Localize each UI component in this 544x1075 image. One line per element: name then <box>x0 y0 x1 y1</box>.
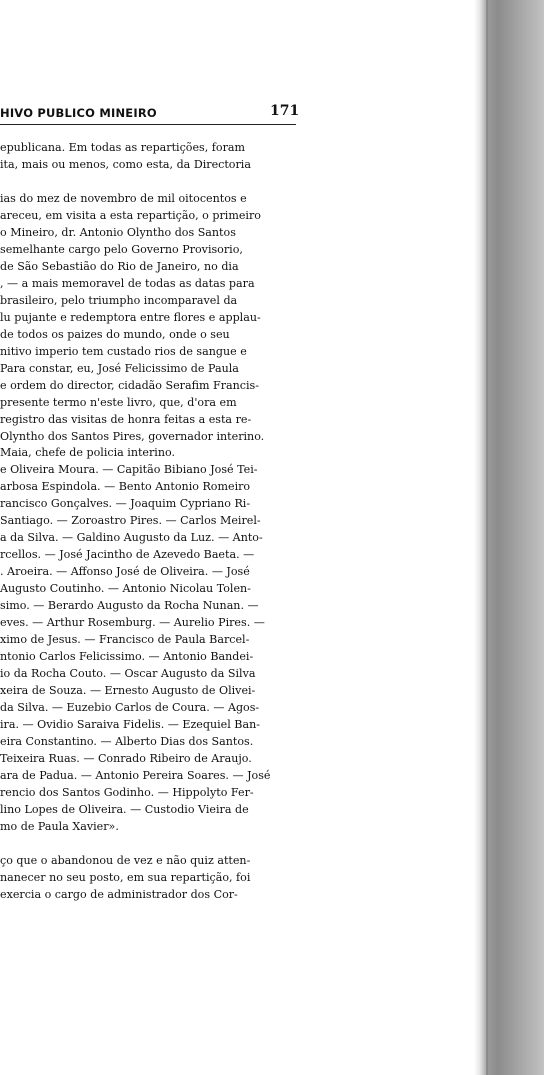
text-line: ximo de Jesus. — Francisco de Paula Barcel- <box>0 633 250 647</box>
text-line: ara de Padua. — Antonio Pereira Soares. — José <box>0 768 271 782</box>
text-line: a da Silva. — Galdino Augusto da Luz. — Anto- <box>0 531 263 545</box>
text-line: Olyntho dos Santos Pires, governador interino. <box>0 429 265 443</box>
text-line: areceu, em visita a esta repartição, o primeiro <box>0 208 261 222</box>
text-line: nitivo imperio tem custado rios de sangue e <box>0 344 247 358</box>
text-line: arbosa Espindola. — Bento Antonio Romeiro <box>0 480 251 494</box>
book-binding-shadow <box>474 0 544 1075</box>
text-line: xeira de Souza. — Ernesto Augusto de Olivei- <box>0 684 256 698</box>
text-line: io da Rocha Couto. — Oscar Augusto da Silva <box>0 667 256 681</box>
text-line: ço que o abandonou de vez e não quiz atten- <box>0 853 251 867</box>
text-line: presente termo n'este livro, que, d'ora em <box>0 395 237 409</box>
text-line: e ordem do director, cidadão Serafim Francis- <box>0 378 259 392</box>
text-line: exercia o cargo de administrador dos Cor- <box>0 887 238 901</box>
text-line: epublicana. Em todas as repartições, foram <box>0 141 246 154</box>
text-line: nanecer no seu posto, em sua repartição, foi <box>0 870 251 884</box>
paragraph-gap <box>0 174 300 191</box>
text-line: rancisco Gonçalves. — Joaquim Cypriano Ri- <box>0 497 251 511</box>
paragraph <box>0 853 300 904</box>
text-line: eira Constantino. — Alberto Dias dos Santos. <box>0 734 254 748</box>
body-text <box>0 140 300 904</box>
text-line: brasileiro, pelo triumpho incomparavel da <box>0 293 238 307</box>
text-line: registro das visitas de honra feitas a esta re- <box>0 412 252 426</box>
text-line: Para constar, eu, José Felicissimo de Paula <box>0 361 239 375</box>
text-line: Teixeira Ruas. — Conrado Ribeiro de Araujo. <box>0 751 252 765</box>
text-line: de todos os paizes do mundo, onde o seu <box>0 327 230 341</box>
text-line: lino Lopes de Oliveira. — Custodio Vieira de <box>0 802 249 816</box>
text-line: rencio dos Santos Godinho. — Hippolyto Fer- <box>0 785 254 799</box>
text-line: da Silva. — Euzebio Carlos de Coura. — Agos- <box>0 701 260 714</box>
book-binding-edge <box>486 0 488 1075</box>
running-head: HIVO PUBLICO MINEIRO <box>0 106 157 120</box>
text-line: de São Sebastião do Rio de Janeiro, no dia <box>0 259 239 273</box>
text-line: Augusto Coutinho. — Antonio Nicolau Tolen- <box>0 582 251 596</box>
page-number: 171 <box>270 103 300 119</box>
text-line: mo de Paula Xavier». <box>0 819 119 833</box>
text-line: . Aroeira. — Affonso José de Oliveira. — José <box>0 565 250 579</box>
text-line: rcellos. — José Jacintho de Azevedo Baeta. — <box>0 548 255 562</box>
text-line: ias do mez de novembro de mil oitocentos e <box>0 191 247 205</box>
paragraph-gap <box>0 836 300 853</box>
header-rule <box>0 124 296 125</box>
text-line: ira. — Ovidio Saraiva Fidelis. — Ezequiel Ban- <box>0 717 260 731</box>
text-line: e Oliveira Moura. — Capitão Bibiano José Tei- <box>0 463 258 477</box>
text-line: eves. — Arthur Rosemburg. — Aurelio Pires. — <box>0 616 265 630</box>
text-line: ntonio Carlos Felicissimo. — Antonio Bandei- <box>0 650 254 664</box>
text-line: lu pujante e redemptora entre flores e applau- <box>0 310 261 324</box>
paragraph <box>0 191 300 836</box>
text-line: o Mineiro, dr. Antonio Olyntho dos Santos <box>0 225 236 239</box>
text-line: Maia, chefe de policia interino. <box>0 446 176 460</box>
paragraph <box>0 140 300 174</box>
page-header <box>0 103 300 123</box>
text-line: ita, mais ou menos, como esta, da Directoria <box>0 157 251 171</box>
text-line: , — a mais memoravel de todas as datas para <box>0 276 255 290</box>
text-line: simo. — Berardo Augusto da Rocha Nunan. — <box>0 599 259 613</box>
text-line: Santiago. — Zoroastro Pires. — Carlos Meirel- <box>0 514 261 528</box>
text-line: semelhante cargo pelo Governo Provisorio, <box>0 242 243 256</box>
